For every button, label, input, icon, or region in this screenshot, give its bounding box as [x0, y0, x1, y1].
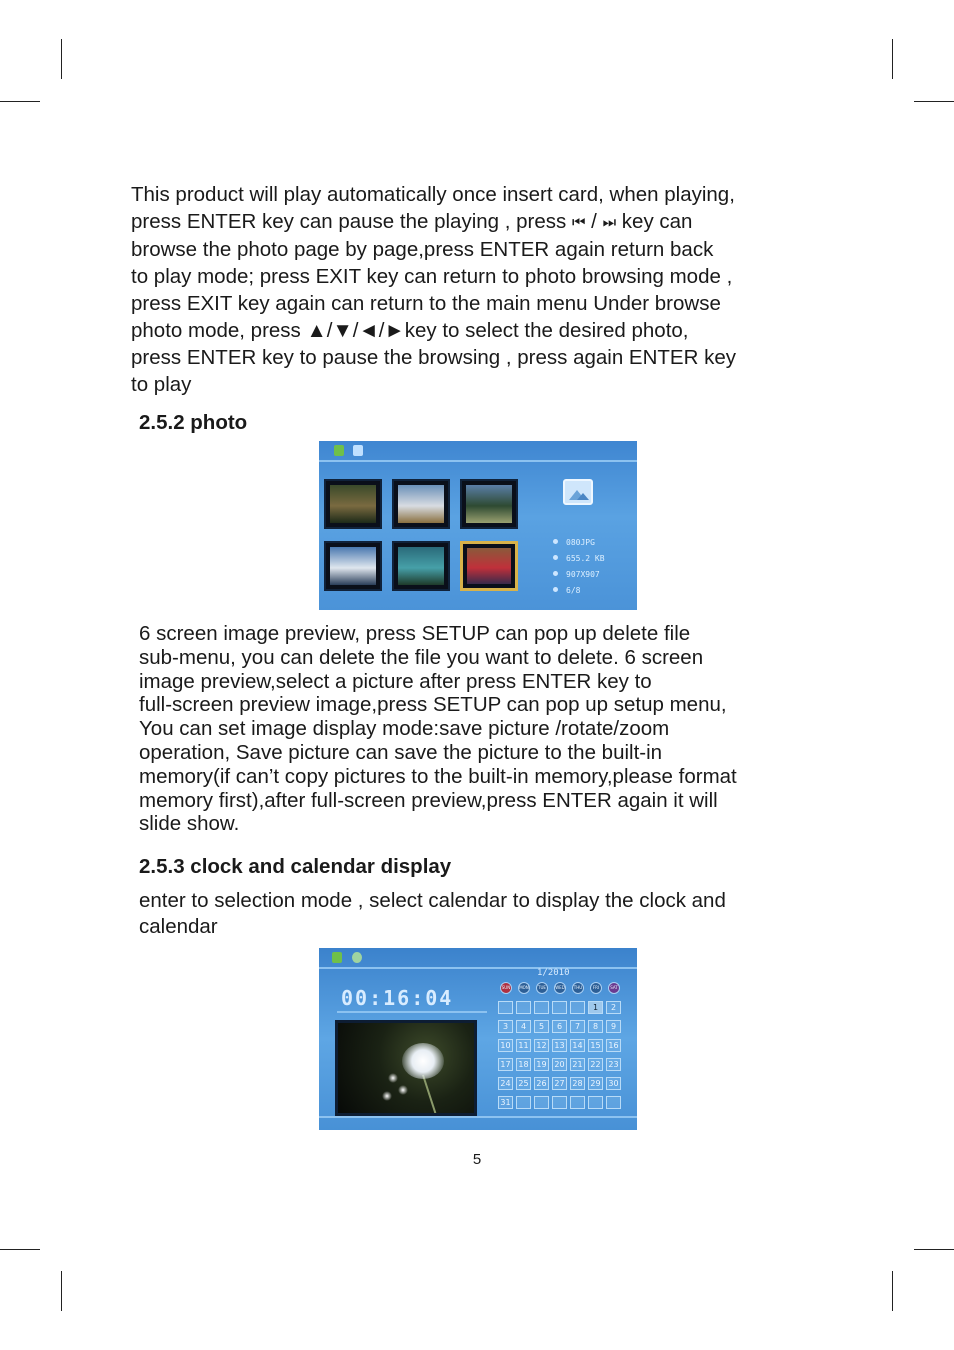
weekday-label: SUN	[500, 982, 512, 994]
crop-mark	[61, 39, 62, 79]
divider	[319, 460, 637, 462]
calendar-day[interactable]	[552, 1001, 567, 1014]
calendar-day[interactable]: 13	[552, 1039, 567, 1052]
calendar-day[interactable]	[534, 1001, 549, 1014]
resolution-info: 907X907	[553, 570, 600, 580]
calendar-day[interactable]: 1	[588, 1001, 603, 1014]
crop-mark	[892, 1271, 893, 1311]
calendar-day[interactable]	[498, 1001, 513, 1014]
calendar-day[interactable]: 4	[516, 1020, 531, 1033]
weekday-label: TUE	[536, 982, 548, 994]
calendar-day[interactable]: 7	[570, 1020, 585, 1033]
calendar-day[interactable]: 27	[552, 1077, 567, 1090]
text-line: calendar	[139, 915, 218, 938]
text-line: full-screen preview image,press SETUP can pop up setup menu,	[139, 693, 727, 717]
calendar-day[interactable]: 21	[570, 1058, 585, 1071]
crop-mark	[914, 1249, 954, 1250]
text-line: memory(if can’t copy pictures to the built-in memory,please format	[139, 764, 737, 788]
calendar-day[interactable]: 2	[606, 1001, 621, 1014]
calendar-day[interactable]	[570, 1001, 585, 1014]
section-heading-clock: 2.5.3 clock and calendar display	[139, 855, 452, 878]
card-icon	[332, 952, 342, 963]
picture-icon	[563, 479, 593, 505]
calendar-day[interactable]	[516, 1001, 531, 1014]
thumbnail-image	[330, 485, 376, 523]
calendar-day[interactable]: 8	[588, 1020, 603, 1033]
calendar-day[interactable]: 23	[606, 1058, 621, 1071]
crop-mark	[892, 39, 893, 79]
calendar-day[interactable]: 16	[606, 1039, 621, 1052]
calendar-day[interactable]: 20	[552, 1058, 567, 1071]
text-line: You can set image display mode:save picture /rotate/zoom	[139, 717, 670, 741]
crop-mark	[914, 101, 954, 102]
weekday-label: SAT	[608, 982, 620, 994]
card-icon	[334, 445, 344, 456]
thumbnail-image	[467, 548, 511, 584]
photo-thumbnail[interactable]	[460, 541, 518, 591]
position-info: 6/8	[553, 586, 580, 596]
text-line: image preview,select a picture after press ENTER key to	[139, 669, 652, 693]
calendar-month-year: 1/2010	[537, 968, 570, 978]
text-line: operation, Save picture can save the picture to the built-in	[139, 740, 663, 764]
thumbnail-image	[466, 485, 512, 523]
photo-thumbnail[interactable]	[324, 541, 382, 591]
photo-thumbnail[interactable]	[460, 479, 518, 529]
calendar-day[interactable]: 18	[516, 1058, 531, 1071]
calendar-day[interactable]: 9	[606, 1020, 621, 1033]
text-line: enter to selection mode , select calendar to display the clock and	[139, 889, 726, 912]
divider	[319, 1116, 637, 1118]
weekday-label: FRI	[590, 982, 602, 994]
bullet-icon	[553, 587, 558, 592]
weekday-label: MON	[518, 982, 530, 994]
section-heading-photo: 2.5.2 photo	[139, 411, 248, 434]
page-number: 5	[472, 1151, 482, 1168]
calendar-day[interactable]: 30	[606, 1077, 621, 1090]
calendar-day[interactable]: 17	[498, 1058, 513, 1071]
clock-calendar-screenshot	[319, 948, 637, 1130]
text-line: photo mode, press ▲/▼/◄/►key to select the desired photo,	[131, 319, 689, 342]
text-line: press EXIT key again can return to the main menu Under browse	[131, 292, 721, 315]
calendar-day[interactable]	[588, 1096, 603, 1109]
text-line: press ENTER key to pause the browsing , press again ENTER key	[131, 346, 737, 369]
text-line: press ENTER key can pause the playing , press ⏮ / ⏭ key can	[131, 210, 693, 233]
next-track-icon: ⏭	[602, 214, 614, 231]
calendar-day[interactable]: 14	[570, 1039, 585, 1052]
thumbnail-image	[398, 485, 444, 523]
text-line: slide show.	[139, 812, 240, 836]
crop-mark	[61, 1271, 62, 1311]
calendar-day[interactable]: 26	[534, 1077, 549, 1090]
calendar-day[interactable]	[570, 1096, 585, 1109]
file-name-info: 080JPG	[553, 538, 595, 548]
calendar-day[interactable]: 12	[534, 1039, 549, 1052]
calendar-day[interactable]: 29	[588, 1077, 603, 1090]
divider	[337, 1011, 487, 1013]
calendar-day[interactable]: 10	[498, 1039, 513, 1052]
bullet-icon	[553, 555, 558, 560]
thumbnail-image	[330, 547, 376, 585]
text-line: browse the photo page by page,press ENTER again return back	[131, 238, 714, 261]
calendar-day[interactable]: 22	[588, 1058, 603, 1071]
bullet-icon	[553, 539, 558, 544]
calendar-day[interactable]	[516, 1096, 531, 1109]
thumbnail-image	[398, 547, 444, 585]
text-line: 6 screen image preview, press SETUP can pop up delete file	[139, 622, 691, 645]
bullet-icon	[553, 571, 558, 576]
crop-mark	[0, 101, 40, 102]
calendar-day[interactable]: 24	[498, 1077, 513, 1090]
crop-mark	[0, 1249, 40, 1250]
photo-thumbnail[interactable]	[324, 479, 382, 529]
weekday-label: WED	[554, 982, 566, 994]
clock-time: 00:16:04	[341, 986, 454, 1010]
calendar-day[interactable]: 25	[516, 1077, 531, 1090]
intro-paragraph	[131, 181, 821, 398]
photo-thumbnail[interactable]	[392, 541, 450, 591]
text-line: to play	[131, 373, 192, 396]
calendar-day[interactable]: 19	[534, 1058, 549, 1071]
calendar-day[interactable]	[534, 1096, 549, 1109]
clock-description	[139, 888, 819, 940]
photo-browser-screenshot	[319, 441, 637, 610]
calendar-day[interactable]: 6	[552, 1020, 567, 1033]
calendar-day[interactable]: 15	[588, 1039, 603, 1052]
dandelion-photo	[335, 1020, 477, 1116]
calendar-day[interactable]: 3	[498, 1020, 513, 1033]
text-line: sub-menu, you can delete the file you want to delete. 6 screen	[139, 645, 704, 669]
text-line: memory first),after full-screen preview,press ENTER again it will	[139, 788, 718, 812]
calendar-day[interactable]: 11	[516, 1039, 531, 1052]
text-line: to play mode; press EXIT key can return to photo browsing mode ,	[131, 265, 733, 288]
calendar-day[interactable]: 31	[498, 1096, 513, 1109]
clock-icon	[352, 952, 362, 963]
file-size-info: 655.2 KB	[553, 554, 605, 564]
previous-track-icon: ⏮	[571, 214, 583, 231]
photo-description	[139, 622, 819, 836]
photo-thumbnail[interactable]	[392, 479, 450, 529]
photo-icon	[353, 445, 363, 456]
text-line: This product will play automatically once insert card, when playing,	[131, 183, 735, 206]
calendar-day[interactable]: 28	[570, 1077, 585, 1090]
calendar-day[interactable]: 5	[534, 1020, 549, 1033]
divider	[319, 967, 637, 969]
calendar-day[interactable]	[606, 1096, 621, 1109]
calendar-day[interactable]	[552, 1096, 567, 1109]
weekday-label: THU	[572, 982, 584, 994]
